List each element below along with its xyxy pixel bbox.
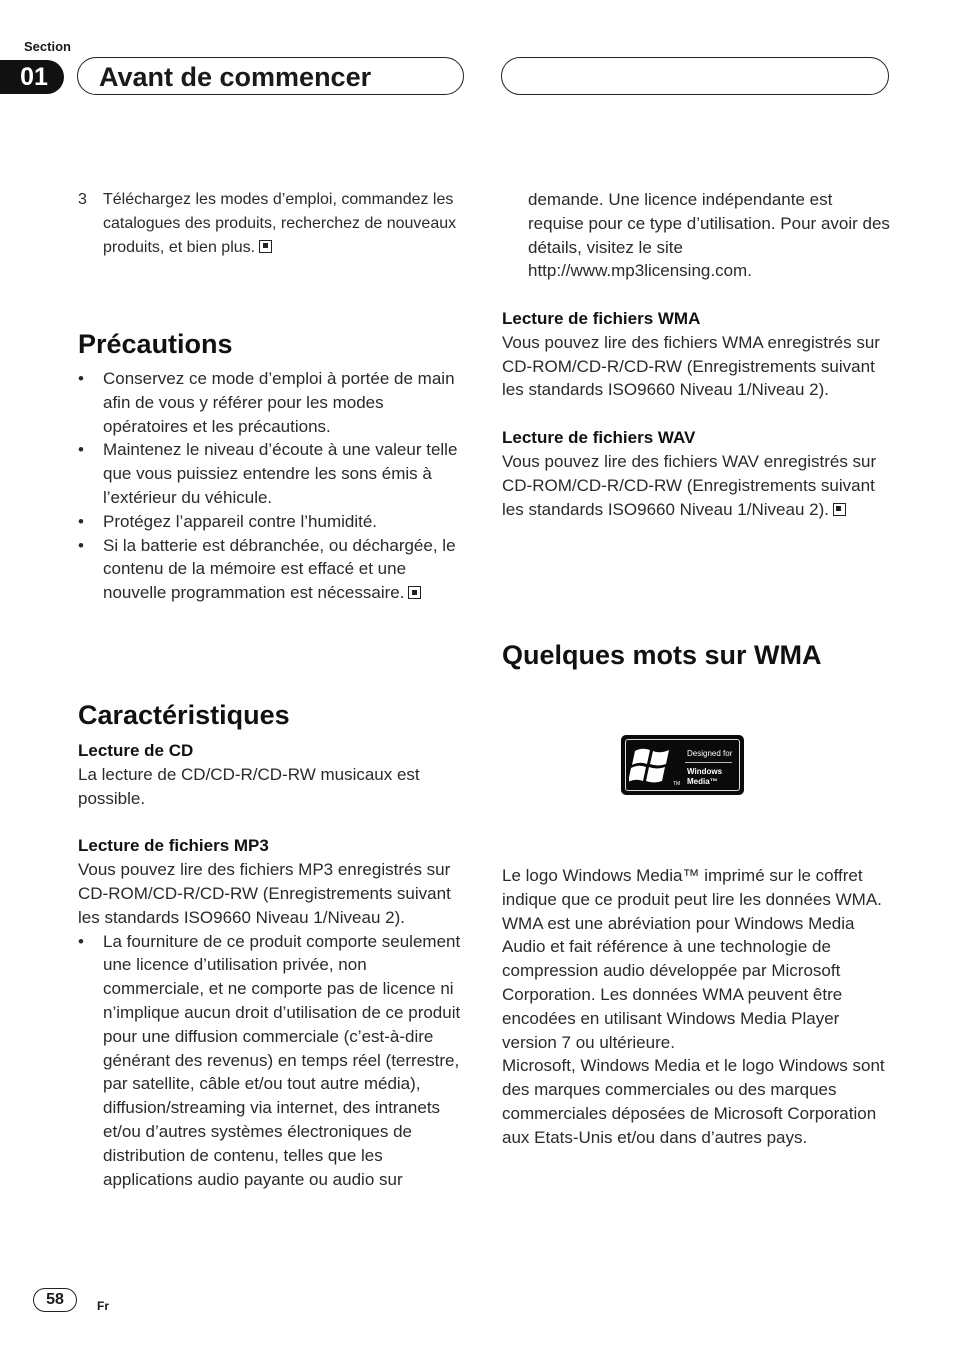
section-label: Section (24, 39, 71, 54)
wav-text: Vous pouvez lire des fichiers WAV enregistrés sur CD-ROM/CD-R/CD-RW (Enregistrements suivant les standards ISO9660 Niveau 1/Niveau 2). (502, 451, 877, 519)
subheading-mp3: Lecture de fichiers MP3 (78, 836, 269, 856)
mp3-text: Vous pouvez lire des fichiers MP3 enregistrés sur CD-ROM/CD-R/CD-RW (Enregistrements suivant les standards ISO9660 Niveau 1/Niveau 2). (78, 860, 451, 927)
section-number-badge: 01 (0, 60, 64, 94)
cd-text: La lecture de CD/CD-R/CD-RW musicaux est possible. (78, 764, 420, 808)
item-number: 3 (78, 191, 87, 208)
item-text: Téléchargez les modes d’emploi, commandez les catalogues des produits, recherchez de nouveaux produits, et bien plus. (103, 191, 457, 256)
list-item: • Maintenez le niveau d’écoute à une valeur telle que vous puissiez entendre les sons émis à l’extérieur du véhicule. (78, 438, 464, 509)
windows-flag-icon (629, 743, 675, 787)
wma-about-section (502, 639, 890, 671)
mp3-list (78, 930, 464, 1192)
end-mark-icon (833, 503, 846, 516)
section-heading-wma: Quelques mots sur WMA (502, 640, 822, 670)
end-mark-icon (408, 586, 421, 599)
wma-paragraph: Le logo Windows Media™ imprimé sur le coffret indique que ce produit peut lire les données WMA. (502, 866, 882, 909)
list-item: • Protégez l’appareil contre l’humidité. (78, 510, 464, 534)
logo-tm: TM (673, 781, 681, 787)
list-item-text: Si la batterie est débranchée, ou déchargée, le contenu de la mémoire est effacé et une nouvelle programmation est nécessaire. (103, 535, 456, 603)
logo-frame (625, 739, 740, 791)
logo-designed-for: Designed for (687, 749, 733, 758)
wav-paragraph (502, 450, 890, 521)
numbered-item (78, 188, 464, 259)
list-item (78, 534, 464, 605)
subheading-wav: Lecture de fichiers WAV (502, 428, 696, 448)
section-heading-caracteristiques: Caractéristiques (78, 700, 290, 730)
subheading-wma: Lecture de fichiers WMA (502, 309, 701, 328)
precautions-list (78, 367, 464, 605)
logo-media: Media™ (687, 777, 718, 786)
mp3-bullet-continuation: demande. Une licence indépendante est requise pour ce type d’utilisation. Pour avoir des détails, visitez le site http://www.mp3licensing.com. (528, 190, 890, 281)
wma-paragraph: WMA est une abréviation pour Windows Media Audio et fait référence à une technologie de compression audio développée par Microsoft Corporation. Les données WMA peuvent être encodées en utilisant Windows Media Player version 7 ou ultérieure. (502, 913, 855, 1052)
section-heading-precautions: Précautions (78, 329, 233, 359)
caracteristiques-section (78, 699, 464, 1191)
item-3-block (78, 188, 464, 259)
wma-paragraph: Microsoft, Windows Media et le logo Windows sont des marques commerciales ou des marques commerciales déposées de Microsoft Corporation aux Etats-Unis et/ou dans d’autres pays. (502, 1056, 885, 1147)
wma-text: Vous pouvez lire des fichiers WMA enregistrés sur CD-ROM/CD-R/CD-RW (Enregistrements suivant les standards ISO9660 Niveau 1/Niveau 2). (502, 332, 880, 400)
wma-wav-section (502, 307, 890, 521)
language-code: Fr (97, 1299, 109, 1313)
subheading-cd: Lecture de CD (78, 741, 194, 760)
logo-divider (685, 762, 732, 763)
page-number: 58 (33, 1288, 77, 1312)
wma-paragraphs (502, 864, 890, 1150)
precautions-section (78, 328, 464, 605)
logo-windows: Windows (687, 767, 723, 776)
windows-media-logo (621, 735, 744, 795)
list-item: • La fourniture de ce produit comporte seulement une licence d’utilisation privée, non commerciale, et ne comporte pas de licence ni n’implique aucun droit d’utilisation de ce produit pour une diffusion commerciale (c’est-à-dire générant des revenus) en temps réel (terrestre, par satellite, câble et/ou tout autre média), diffusion/streaming via internet, des intranets et/ou d’autres systèmes électroniques de distribution de contenu, telles que les applications audio payante ou audio sur (78, 930, 464, 1192)
page-title: Avant de commencer (99, 62, 372, 92)
header-right-frame (501, 57, 889, 95)
end-mark-icon (259, 240, 272, 253)
list-item: • Conservez ce mode d’emploi à portée de main afin de vous y référer pour les modes opératoires et les précautions. (78, 367, 464, 438)
